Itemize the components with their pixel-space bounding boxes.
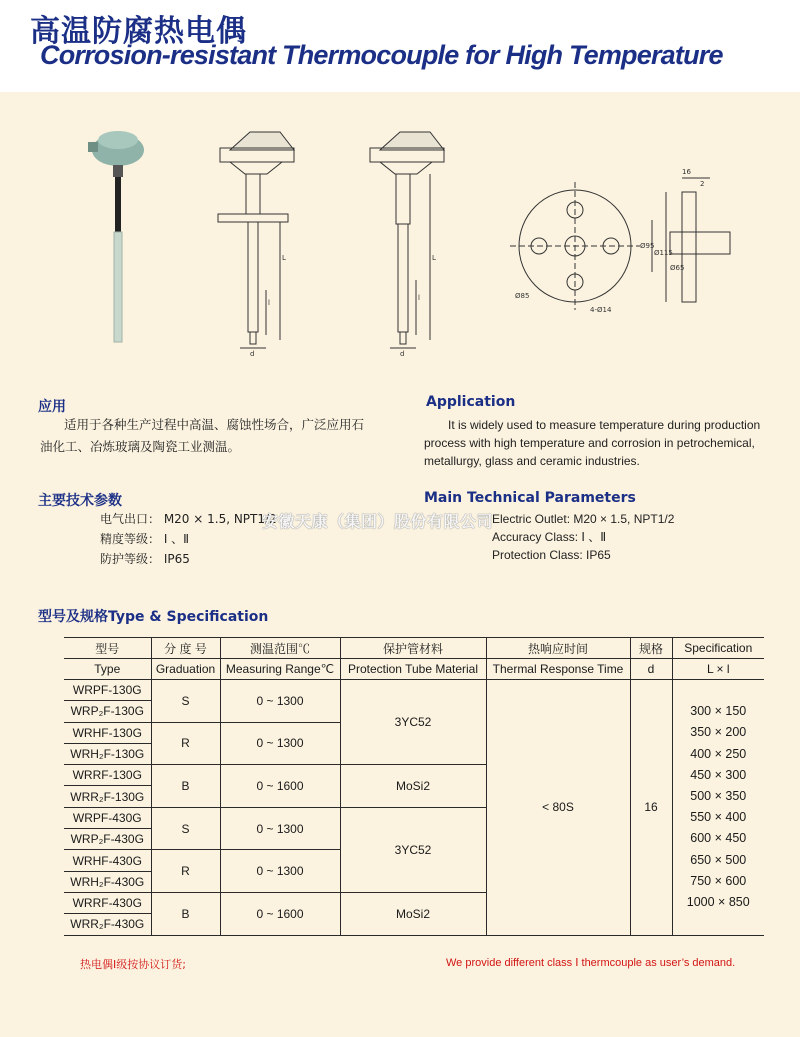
param-en-1: Electric Outlet: M20 × 1.5, NPT1/2 — [492, 512, 675, 526]
application-text-cn-2: 油化工、冶炼玻璃及陶瓷工业测温。 — [40, 439, 241, 454]
size-item: 1000 × 850 — [686, 895, 750, 910]
param-en-2: Accuracy Class: Ⅰ 、Ⅱ — [492, 530, 607, 544]
size-item: 550 × 400 — [690, 810, 747, 825]
header-tube-cn: 保护管材料 — [340, 638, 486, 659]
spec-table — [64, 637, 764, 936]
type-cell: WRPF-130G — [64, 680, 151, 701]
footnote-cn: 热电偶Ⅰ级按协议订货; — [80, 958, 186, 971]
type-cell: WRHF-430G — [64, 850, 151, 871]
header-resp-en: Thermal Response Time — [486, 659, 630, 680]
type-cell: WRR₂F-430G — [64, 914, 151, 935]
dim-115-label: Ø115 — [654, 249, 673, 257]
size-item: 750 × 600 — [690, 873, 747, 888]
dim-L-label-2: L — [432, 254, 436, 262]
tube-cell: 3YC52 — [340, 680, 486, 765]
dim-L-label: L — [282, 254, 286, 262]
header-type-cn: 型号 — [64, 638, 151, 659]
spec-title: 型号及规格Type & Specification — [38, 609, 269, 625]
response-cell: < 80S — [486, 680, 630, 936]
application-text-en-3: metallurgy, glass and ceramic industries. — [424, 454, 640, 468]
header-resp-cn: 热响应时间 — [486, 638, 630, 659]
size-item: 650 × 500 — [690, 852, 747, 867]
header-type-en: Type — [64, 659, 151, 680]
application-title-en: Application — [426, 394, 516, 410]
technical-drawing — [70, 120, 790, 360]
param-cn-2: 精度等级： Ⅰ 、Ⅱ — [100, 532, 190, 546]
company-watermark: 安徽天康（集团）股份有限公司 — [262, 512, 494, 531]
params-title-cn: 主要技术参数 — [38, 493, 122, 509]
application-title-cn: 应用 — [38, 399, 66, 415]
page-title-en: Corrosion-resistant Thermocouple for High Temperature — [40, 40, 723, 70]
param-en-3: Protection Class: IP65 — [492, 548, 611, 562]
type-cell: WRH₂F-130G — [64, 743, 151, 764]
type-cell: WRRF-130G — [64, 765, 151, 786]
header-tube-en: Protection Tube Material — [340, 659, 486, 680]
type-cell: WRP₂F-430G — [64, 829, 151, 850]
dim-d-label-2: d — [400, 350, 405, 358]
dim-l-label-2: l — [418, 294, 420, 302]
application-text-en-1: It is widely used to measure temperature during production — [448, 418, 761, 432]
application-text-en-2: process with high temperature and corrosion in petrochemical, — [424, 436, 755, 450]
page-title-cn: 高温防腐热电偶 — [30, 14, 247, 49]
thermocouple-photo — [88, 131, 144, 342]
grad-cell: B — [151, 765, 220, 808]
footnote-en: We provide different class Ⅰ thermcouple as user’s demand. — [446, 957, 736, 969]
grad-cell: S — [151, 680, 220, 723]
application-text-cn-1: 适用于各种生产过程中高温、腐蚀性场合，广泛应用石 — [64, 417, 365, 432]
dim-l-label: l — [268, 299, 270, 307]
size-item: 450 × 300 — [690, 767, 747, 782]
param-cn-3: 防护等级： IP65 — [100, 552, 190, 566]
flanged-thermocouple-drawing — [218, 132, 294, 358]
header-grad-en: Graduation — [151, 659, 220, 680]
type-cell: WRPF-430G — [64, 807, 151, 828]
range-cell: 0 ~ 1300 — [220, 722, 340, 765]
type-cell: WRH₂F-430G — [64, 871, 151, 892]
d-value-cell: 16 — [630, 680, 672, 936]
range-cell: 0 ~ 1600 — [220, 892, 340, 935]
header-band — [0, 0, 800, 92]
dim-85-label: Ø85 — [515, 292, 530, 300]
grad-cell: R — [151, 850, 220, 893]
grad-cell: B — [151, 892, 220, 935]
size-item: 500 × 350 — [690, 789, 747, 804]
header-lx: L × l — [672, 659, 764, 680]
params-title-en: Main Technical Parameters — [424, 490, 636, 506]
straight-thermocouple-drawing — [370, 132, 444, 358]
sizes-cell — [672, 680, 764, 936]
grad-cell: S — [151, 807, 220, 850]
type-cell: WRRF-430G — [64, 892, 151, 913]
grad-cell: R — [151, 722, 220, 765]
tube-cell: 3YC52 — [340, 807, 486, 892]
range-cell: 0 ~ 1300 — [220, 680, 340, 723]
dim-2-label: 2 — [700, 180, 705, 188]
table-row — [64, 680, 764, 701]
type-cell: WRR₂F-130G — [64, 786, 151, 807]
dim-65-label: Ø65 — [670, 264, 685, 272]
type-cell: WRHF-130G — [64, 722, 151, 743]
header-range-cn: 测温范围℃ — [220, 638, 340, 659]
size-item: 350 × 200 — [690, 725, 747, 740]
range-cell: 0 ~ 1300 — [220, 807, 340, 850]
header-range-en: Measuring Range℃ — [220, 659, 340, 680]
header-spec-cn: 规格 — [630, 638, 672, 659]
header-grad-cn: 分 度 号 — [151, 638, 220, 659]
dim-holes-label: 4-Ø14 — [590, 306, 612, 314]
range-cell: 0 ~ 1300 — [220, 850, 340, 893]
size-item: 300 × 150 — [690, 704, 747, 719]
header-spec-en: Specification — [672, 638, 764, 659]
size-item: 400 × 250 — [690, 746, 747, 761]
tube-cell: MoSi2 — [340, 765, 486, 808]
dim-16-label: 16 — [682, 168, 691, 176]
tube-cell: MoSi2 — [340, 892, 486, 935]
header-d: d — [630, 659, 672, 680]
dim-d-label: d — [250, 350, 255, 358]
type-cell: WRP₂F-130G — [64, 701, 151, 722]
param-cn-1: 电气出口： M20 × 1.5, NPT1/2 — [100, 512, 277, 526]
range-cell: 0 ~ 1600 — [220, 765, 340, 808]
size-item: 600 × 450 — [690, 831, 747, 846]
flange-side-view — [640, 168, 730, 302]
flange-front-view — [510, 182, 640, 314]
dim-95-label: Ø95 — [640, 242, 655, 250]
